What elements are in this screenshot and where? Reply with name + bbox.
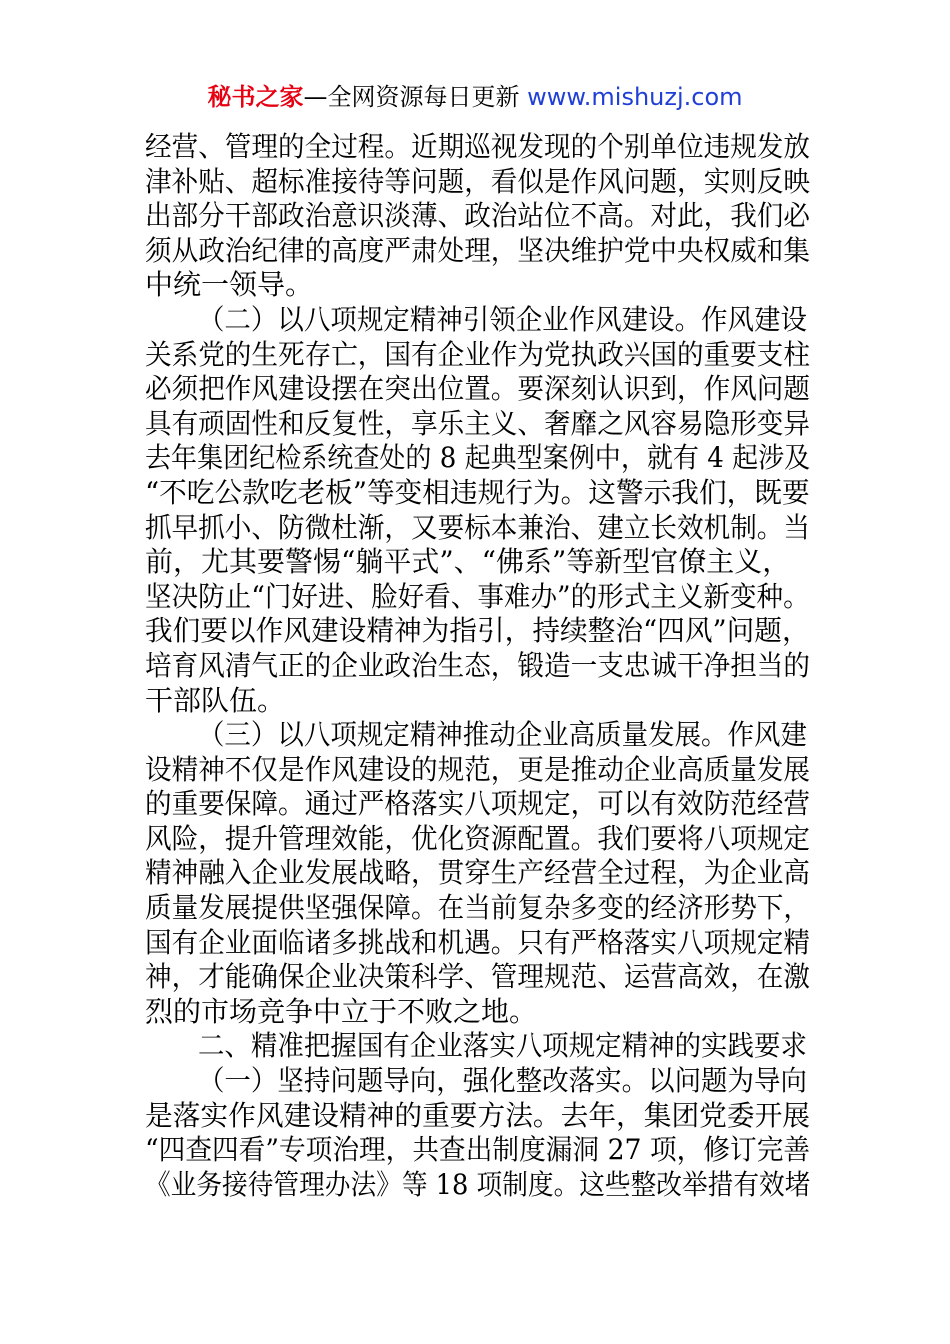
text-line: （二）以八项规定精神引领企业作风建设。作风建设	[197, 302, 807, 336]
text-line: 必须把作风建设摆在突出位置。要深刻认识到，作风问题	[145, 372, 811, 406]
text-line: 二、精准把握国有企业落实八项规定精神的实践要求	[197, 1029, 807, 1063]
text-line: 出部分干部政治意识淡薄、政治站位不高。对此，我们必	[145, 199, 811, 233]
text-line: 前，尤其要警惕“躺平式”、“佛系”等新型官僚主义，	[145, 545, 791, 579]
header-tagline: —全网资源每日更新	[303, 83, 528, 111]
text-line: 具有顽固性和反复性，享乐主义、奢靡之风容易隐形变异	[145, 406, 811, 440]
text-line: 精神融入企业发展战略，贯穿生产经营全过程，为企业高	[145, 856, 811, 890]
text-line: 坚决防止“门好进、脸好看、事难办”的形式主义新变种。	[145, 579, 810, 613]
text-line: 质量发展提供坚强保障。在当前复杂多变的经济形势下，	[145, 891, 811, 925]
text-line: “不吃公款吃老板”等变相违规行为。这警示我们，既要	[145, 475, 810, 509]
text-line: “四查四看”专项治理，共查出制度漏洞 27 项，修订完善	[145, 1133, 811, 1167]
text-line: 津补贴、超标准接待等问题，看似是作风问题，实则反映	[145, 164, 811, 198]
text-line: 风险，提升管理效能，优化资源配置。我们要将八项规定	[145, 821, 811, 855]
document-body	[145, 130, 810, 1202]
text-line: 国有企业面临诸多挑战和机遇。只有严格落实八项规定精	[145, 925, 811, 959]
text-line: 我们要以作风建设精神为指引，持续整治“四风”问题，	[145, 614, 810, 648]
text-line: 经营、管理的全过程。近期巡视发现的个别单位违规发放	[145, 130, 811, 163]
text-line: 神，才能确保企业决策科学、管理规范、运营高效，在激	[145, 960, 811, 994]
text-line: 须从政治纪律的高度严肃处理，坚决维护党中央权威和集	[145, 233, 811, 267]
text-line: 设精神不仅是作风建设的规范，更是推动企业高质量发展	[145, 752, 811, 786]
text-line: 烈的市场竞争中立于不败之地。	[145, 994, 538, 1028]
text-line: 《业务接待管理办法》等 18 项制度。这些整改举措有效堵	[145, 1167, 811, 1201]
text-line: （三）以八项规定精神推动企业高质量发展。作风建	[197, 718, 807, 752]
brand-name: 秘书之家	[207, 83, 304, 111]
page-header	[0, 80, 950, 114]
text-line: 关系党的生死存亡，国有企业作为党执政兴国的重要支柱	[145, 337, 811, 371]
text-line: 是落实作风建设精神的重要方法。去年，集团党委开展	[145, 1098, 811, 1132]
text-line: 去年集团纪检系统查处的 8 起典型案例中，就有 4 起涉及	[145, 441, 811, 475]
text-line: 抓早抓小、防微杜渐，又要标本兼治、建立长效机制。当	[145, 510, 811, 544]
text-line: 培育风清气正的企业政治生态，锻造一支忠诚干净担当的	[145, 648, 811, 682]
text-line: 干部队伍。	[145, 683, 286, 717]
text-line: 中统一领导。	[145, 268, 314, 302]
text-line: 的重要保障。通过严格落实八项规定，可以有效防范经营	[145, 787, 811, 821]
website-link[interactable]: www.mishuzj.com	[527, 83, 743, 111]
text-line: （一）坚持问题导向，强化整改落实。以问题为导向	[197, 1064, 807, 1098]
